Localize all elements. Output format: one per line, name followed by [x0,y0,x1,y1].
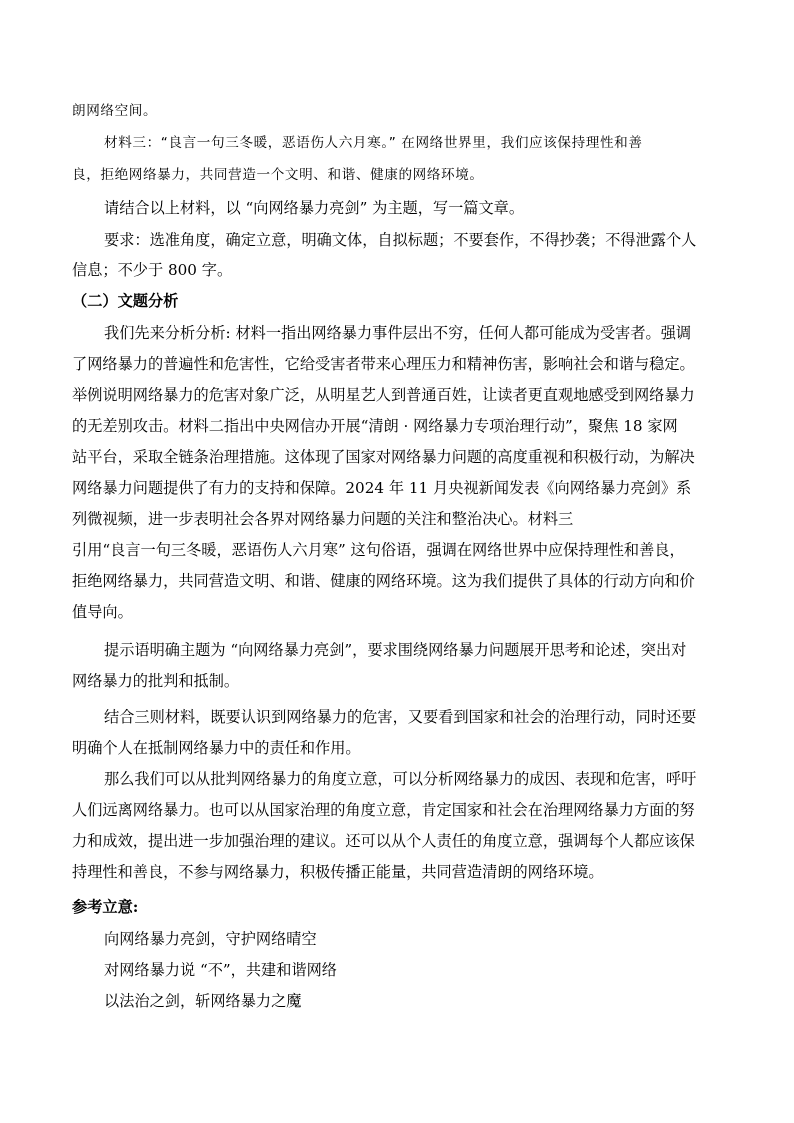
requirements-line-2: 信息；不少于 800 字。 [72,261,233,279]
analysis-paragraph-1-line-2: 了网络暴力的普遍性和危害性，它给受害者带来心理压力和精神伤害，影响社会和谐与稳定。 [72,355,695,373]
analysis-paragraph-4-line-2: 人们远离网络暴力。也可以从国家治理的角度立意，肯定国家和社会在治理网络暴力方面的努 [72,801,695,819]
analysis-paragraph-1-line-4: 的无差别攻击。材料二指出中央网信办开展“清朗 · 网络暴力专项治理行动”，聚焦 18 家网 [72,417,678,435]
section-heading: （二）文题分析 [72,292,179,310]
material-three-line-1: 材料三：“良言一句三冬暖，恶语伤人六月寒。” 在网络世界里，我们应该保持理性和善 [104,135,643,151]
analysis-paragraph-1-line-10: 值导向。 [72,603,133,621]
analysis-paragraph-1-line-9: 拒绝网络暴力，共同营造文明、和谐、健康的网络环境。这为我们提供了具体的行动方向和价 [72,572,695,590]
reference-heading: 参考立意: [72,898,139,916]
analysis-paragraph-1-line-3: 举例说明网络暴力的危害对象广泛，从明星艺人到普通百姓，让读者更直观地感受到网络暴力 [72,386,695,404]
requirements-line-1: 要求：选准角度，确定立意，明确文体，自拟标题；不要套作，不得抄袭；不得泄露个人 [104,231,697,249]
analysis-paragraph-1-line-8: 引用“良言一句三冬暖，恶语伤人六月寒” 这句俗语，强调在网络世界中应保持理性和善良， [72,541,685,559]
analysis-paragraph-1-line-5: 站平台，采取全链条治理措施。这体现了国家对网络暴力问题的高度重视和积极行动，为解决 [72,448,695,466]
material-three-line-2: 良，拒绝网络暴力，共同营造一个文明、和谐、健康的网络环境。 [72,167,484,183]
analysis-paragraph-4-line-3: 力和成效，提出进一步加强治理的建议。还可以从个人责任的角度立意，强调每个人都应该保 [72,832,695,850]
reference-idea-2: 对网络暴力说 “不”，共建和谐网络 [104,961,337,979]
writing-prompt: 请结合以上材料，以 “向网络暴力亮剑” 为主题，写一篇文章。 [104,199,525,217]
material-continuation: 朗网络空间。 [72,103,158,119]
analysis-paragraph-1-line-6: 网络暴力问题提供了有力的支持和保障。2024 年 11 月央视新闻发表《向网络暴力亮剑》系 [72,479,692,497]
analysis-paragraph-2-line-1: 提示语明确主题为 “向网络暴力亮剑”，要求围绕网络暴力问题展开思考和论述，突出对 [104,641,687,659]
analysis-paragraph-4-line-1: 那么我们可以从批判网络暴力的角度立意，可以分析网络暴力的成因、表现和危害，呼吁 [104,770,697,788]
analysis-paragraph-1-line-7: 列微视频，进一步表明社会各界对网络暴力问题的关注和整治决心。材料三 [72,510,574,528]
analysis-paragraph-2-line-2: 网络暴力的批判和抵制。 [72,672,240,690]
analysis-paragraph-3-line-2: 明确个人在抵制网络暴力中的责任和作用。 [72,739,361,757]
analysis-paragraph-3-line-1: 结合三则材料，既要认识到网络暴力的危害，又要看到国家和社会的治理行动，同时还要 [104,708,697,726]
analysis-paragraph-1-line-1: 我们先来分析分析: 材料一指出网络暴力事件层出不穷，任何人都可能成为受害者。强调 [104,324,692,342]
reference-idea-3: 以法治之剑，斩网络暴力之魔 [104,992,302,1010]
reference-idea-1: 向网络暴力亮剑，守护网络晴空 [104,930,317,948]
analysis-paragraph-4-line-4: 持理性和善良，不参与网络暴力，积极传播正能量，共同营造清朗的网络环境。 [72,863,604,881]
